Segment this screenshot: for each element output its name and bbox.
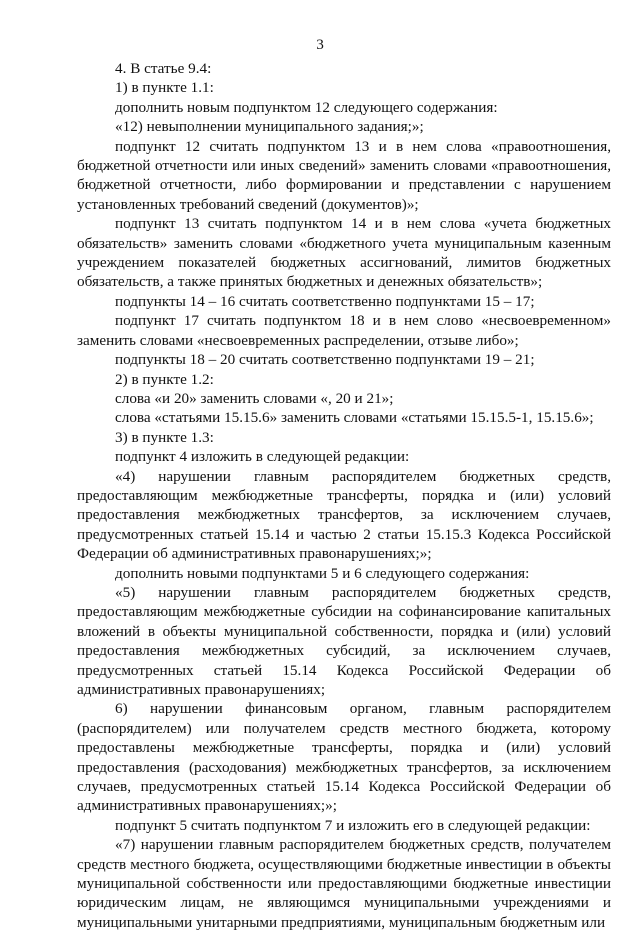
paragraph: «5) нарушении главным распорядителем бюджетных средств, предоставляющим межбюджетные субсидии на софинансирование капитальных вложений в объекты муниципальной собственности, порядка и (или) условий предоставления межбюджетных субсидий, за исключением случаев, предусмотренных статьей 15.14 Кодекса Российской Федерации об административных правонарушениях;	[77, 583, 611, 698]
paragraph: подпункт 5 считать подпунктом 7 и изложить его в следующей редакции:	[115, 816, 591, 834]
document-body	[77, 59, 611, 932]
paragraph: подпункт 4 изложить в следующей редакции:	[115, 448, 410, 466]
paragraph: слова «статьями 15.15.6» заменить словами «статьями 15.15.5-1, 15.15.6»;	[115, 409, 594, 427]
paragraph: подпункты 18 – 20 считать соответственно подпунктами 19 – 21;	[115, 351, 535, 369]
paragraph: 6) нарушении финансовым органом, главным распорядителем (распорядителем) или получателем средств местного бюджета, которому предоставлены межбюджетные трансферты, порядка и (или) условий предоставления (расходования) межбюджетных трансфертов, за исключением случаев, предусмотренных статьей 15.14 Кодекса Российской Федерации об административных правонарушениях;»;	[77, 700, 611, 815]
paragraph: дополнить новыми подпунктами 5 и 6 следующего содержания:	[115, 564, 530, 582]
paragraph: «4) нарушении главным распорядителем бюджетных средств, предоставляющим межбюджетные трансферты, порядка и (или) условий предоставления межбюджетных трансфертов, за исключением случаев, предусмотренных статьей 15.14 и частью 2 статьи 15.15.3 Кодекса Российской Федерации об административных правонарушениях;»;	[77, 467, 611, 563]
paragraph: подпункт 13 считать подпунктом 14 и в нем слова «учета бюджетных обязательств» заменить словами «бюджетного учета муниципальным казенным учреждением показателей бюджетных ассигнований, лимитов бюджетных обязательств, а также принятых бюджетных и денежных обязательств»;	[77, 215, 611, 291]
paragraph: дополнить новым подпунктом 12 следующего содержания:	[115, 98, 498, 116]
page-number: 3	[316, 36, 324, 53]
paragraph: 3) в пункте 1.3:	[115, 428, 214, 446]
paragraph: «12) невыполнении муниципального задания;»;	[115, 118, 424, 136]
paragraph: подпункт 17 считать подпунктом 18 и в нем слово «несвоевременном» заменить словами «несвоевременных распределении, отзыве либо»;	[77, 312, 611, 349]
paragraph: 4. В статье 9.4:	[115, 60, 212, 77]
paragraph: подпункт 12 считать подпунктом 13 и в нем слова «правоотношения, бюджетной отчетности или иных сведений» заменить словами «правоотношения, бюджетной отчетности, либо формировании и представлении с нарушением установленных требований сведений (документов)»;	[77, 137, 611, 213]
paragraph: 1) в пункте 1.1:	[115, 79, 214, 97]
paragraph: «7) нарушении главным распорядителем бюджетных средств, получателем средств местного бюджета, осуществляющими бюджетные инвестиции в объекты муниципальной собственности или предоставляющими бюджетные инвестиции юридическим лицам, не являющимся муниципальными учреждениями и муниципальными унитарными предприятиями, муниципальным бюджетным или	[77, 836, 611, 931]
paragraph: подпункты 14 – 16 считать соответственно подпунктами 15 – 17;	[115, 292, 535, 310]
paragraph: слова «и 20» заменить словами «, 20 и 21»;	[115, 389, 394, 407]
paragraph: 2) в пункте 1.2:	[115, 370, 214, 388]
